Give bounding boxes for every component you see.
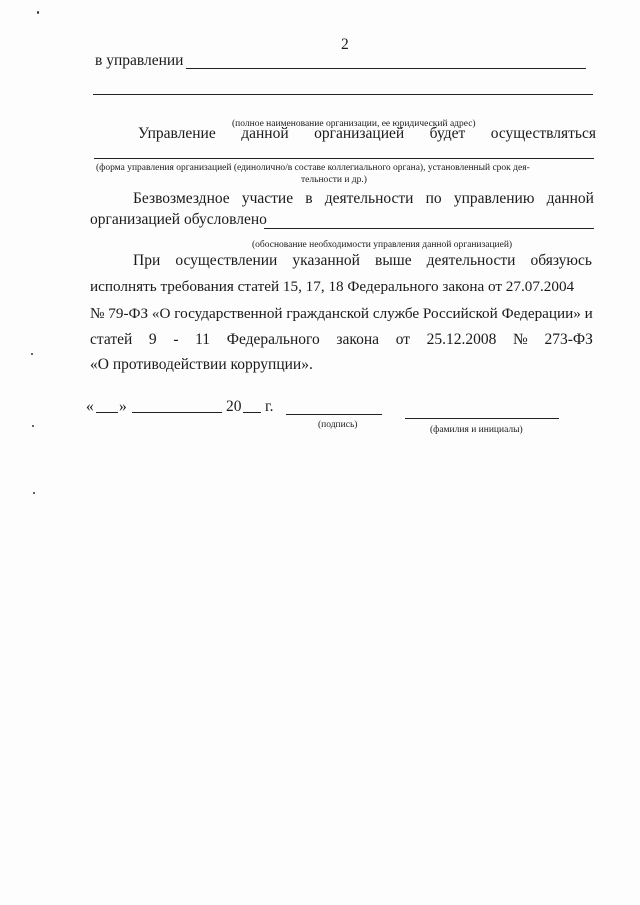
scan-speck [33,492,35,494]
organization-address-line[interactable] [93,94,593,95]
obligation-line4 [90,331,593,349]
word: указанной [292,252,360,269]
word: 273-ФЗ [544,331,593,348]
date-year-suffix: г. [265,398,274,415]
word: закона [336,331,380,348]
word: участие [241,190,294,207]
date-close-quote: » [119,398,127,415]
obligation-line5: «О противодействии коррупции». [90,356,313,373]
name-line[interactable] [405,418,559,419]
scan-speck [37,11,39,14]
obligation-line3: № 79-ФЗ «О государственной гражданской службе Российской Федерации» и [90,305,593,322]
date-year-line[interactable] [243,412,261,413]
word: управлению [453,190,535,207]
word: организацией [314,125,405,142]
word: № [513,331,528,348]
management-form-caption-1: (форма управления организацией (единолично/в составе коллегиального органа), установленный срок дея- [96,163,530,173]
word: от [395,331,411,348]
date-year-prefix: 20 [226,398,242,415]
management-form-text [138,125,596,143]
word: Федерального [226,331,320,348]
word: - [173,331,179,348]
word: статей [90,331,133,348]
management-form-line[interactable] [94,158,594,159]
word: осуществляться [490,125,596,142]
page-number: 2 [341,36,349,53]
signature-caption: (подпись) [318,420,358,430]
word: деятельности [426,252,516,269]
word: выше [375,252,412,269]
word: будет [429,125,466,142]
word: Управление [138,125,216,142]
scan-speck [32,425,34,427]
word: в [305,190,313,207]
gratuitous-caption: (обоснование необходимости управления данной организацией) [252,240,513,250]
organization-name-line[interactable] [186,68,586,69]
gratuitous-text-line2: организацией обусловлено [90,211,267,228]
gratuitous-text-line1 [133,190,594,208]
organization-caption: (полное наименование организации, ее юридический адрес) [232,119,476,129]
word: 11 [195,331,211,348]
name-caption: (фамилия и инициалы) [430,425,523,435]
word: данной [241,125,289,142]
signature-line[interactable] [286,414,382,415]
date-day-line[interactable] [96,412,118,413]
management-form-caption-2: тельности и др.) [301,175,367,185]
word: осуществлении [175,252,278,269]
date-month-line[interactable] [132,412,222,413]
word: Безвозмездное [133,190,230,207]
gratuitous-justification-line[interactable] [264,228,594,229]
word: обязуюсь [530,252,592,269]
word: При [133,252,161,269]
word: по [425,190,442,207]
word: 25.12.2008 [426,331,497,348]
word: данной [546,190,594,207]
word: 9 [148,331,157,348]
obligation-line1 [133,252,592,270]
obligation-line2: исполнять требования статей 15, 17, 18 Федерального закона от 27.07.2004 [90,278,575,295]
date-open-quote: « [86,398,94,415]
scan-speck [31,353,33,355]
word: деятельности [324,190,414,207]
management-lead: в управлении [95,52,184,69]
